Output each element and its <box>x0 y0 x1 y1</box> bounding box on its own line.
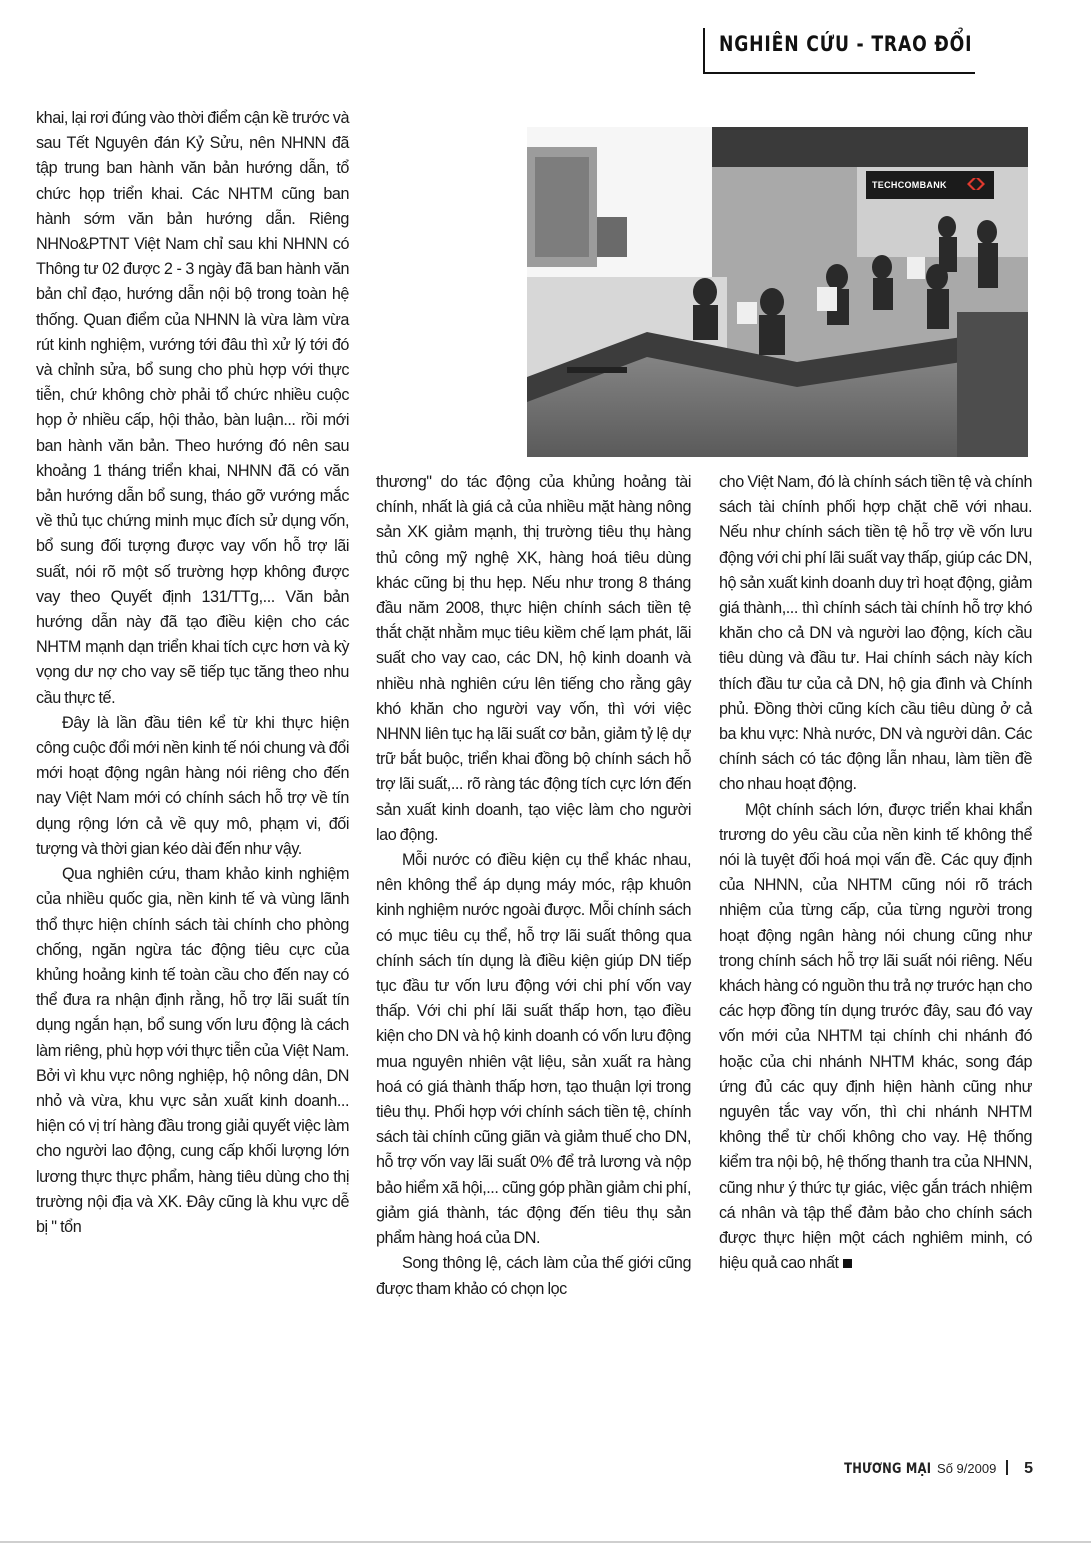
magazine-name: THƯƠNG MẠI <box>844 1461 932 1477</box>
paragraph: Đây là lần đầu tiên kể từ khi thực hiện công cuộc đổi mới nền kinh tế nói chung và đổi mới hoạt động ngân hàng nói riêng cho đến nay Việt Nam mới có chính sách hỗ trợ về tín dụng rộng lớn cả về quy mô, phạm vi, đối tượng và thời gian kéo dài đến như vậy. <box>36 713 349 858</box>
text-column-1 <box>36 106 349 1240</box>
paragraph: Qua nghiên cứu, tham khảo kinh nghiệm của nhiều quốc gia, nền kinh tế và vùng lãnh thổ thực hiện chính sách tài chính cho phòng chống, ngăn ngừa tác động tiêu cực của khủng hoảng kinh tế toàn cầu cho đến nay có thể đưa ra nhận định rằng, hỗ trợ lãi suất tín dụng ngắn hạn, bổ sung vốn lưu động là cách làm riêng, phù hợp với thực tiễn của Việt Nam. Bởi vì khu vực nông nghiệp, hộ nông dân, DN nhỏ và vừa, khu vực sản xuất kinh doanh... hiện có vị trí hàng đầu trong giải quyết việc làm cho người lao động, cung cấp khối lượng lớn lương thực thực phẩm, hàng tiêu dùng cho thị trường nội địa và XK. Đây cũng là khu vực dễ bị " tổn <box>36 865 349 1236</box>
text-column-2 <box>376 470 691 1302</box>
text-column-3 <box>719 470 1032 1277</box>
techcombank-logo-icon <box>967 177 985 191</box>
paragraph: Mỗi nước có điều kiện cụ thể khác nhau, nên không thể áp dụng máy móc, rập khuôn kinh nghiệm nước ngoài được. Mỗi chính sách có mục tiêu cụ thể, hỗ trợ lãi suất thông qua chính sách tín dụng là điều kiện giúp DN tiếp tục đầu tư vốn lưu động với chi phí vốn vay thấp. Với chi phí lãi suất thấp hơn, tạo điều kiện cho DN và hộ kinh doanh có vốn lưu động mua nguyên nhiên vật liệu, sản xuất ra hàng hoá có giá thành thấp hơn, tạo thuận lợi trong tiêu thụ. Phối hợp với chính sách tiền tệ, chính sách tài chính cũng giãn và giảm thuế cho DN, hỗ trợ vốn vay lãi suất 0% để trả lương và nộp bảo hiểm xã hội,... cũng góp phần giảm chi phí, giảm giá thành, tác động đến tiêu thụ sản phẩm hàng hoá của DN. <box>376 851 691 1248</box>
paragraph-text: Một chính sách lớn, được triển khai khẩn trương do yêu cầu của nền kinh tế không thể nói là tuyệt đối hoá mọi vấn đề. Các quy định của NHNN, của NHTM cũng nói rõ trách nhiệm của từng cấp, của từng người trong hoạt động ngân hàng nói chung cũng như trong chính sách hỗ trợ lãi suất nói riêng. Nếu khách hàng có nguồn thu trả nợ trước hạn cho các hợp đồng tín dụng trước đây, sau đó vay vốn mới của NHTM tại chính chi nhánh đó hoặc của chi nhánh NHTM khác, song đáp ứng đủ các quy định hiện hành cũng như nguyên tắc vay vốn, thì chi nhánh NHTM không thể từ chối không cho vay. Hệ thống kiểm tra nội bộ, hệ thống thanh tra của NHNN, cũng như ý thức tự giác, việc gắn trách nhiệm cá nhân và tập thể đảm bảo cho chính sách được thực hiện một cách nghiêm minh, có hiệu quả cao nhất <box>719 800 1032 1273</box>
paragraph: cho Việt Nam, đó là chính sách tiền tệ và chính sách tài chính phối hợp chặt chẽ với nhau. Nếu như chính sách tiền tệ hỗ trợ về vốn lưu động với chi phí lãi suất vay thấp, giúp các DN, hộ sản xuất kinh doanh duy trì hoạt động, giảm giá thành,... thì chính sách tài chính hỗ trợ khó khăn cho cả DN và người lao động, kích cầu tiêu dùng và đầu tư. Hai chính sách này kích thích đầu tư của cả DN, hộ gia đình và Chính phủ. Đồng thời cũng kích cầu tiêu dùng ở cả ba khu vực: Nhà nước, DN và người dân. Các chính sách có tác động lẫn nhau, làm tiền đề cho nhau hoạt động. <box>719 473 1032 794</box>
bottom-edge-rule <box>0 1541 1091 1543</box>
paragraph-final <box>719 798 1032 1277</box>
page-number: 5 <box>1024 1460 1033 1477</box>
section-header <box>703 28 975 74</box>
page-footer <box>825 1460 1033 1478</box>
paragraph: thương" do tác động của khủng hoảng tài chính, nhất là giá cả của nhiều mặt hàng nông sản XK giảm mạnh, thị trường tiêu thụ hàng thủ công mỹ nghệ XK, hàng hoá tiêu dùng khác cũng bị thu hẹp. Nếu như trong 8 tháng đầu năm 2008, thực hiện chính sách tiền tệ thắt chặt nhằm mục tiêu kiềm chế lạm phát, lãi suất cho vay cao, các DN, hộ kinh doanh và nhiều nhà nghiên cứu lên tiếng cho rằng gây khó khăn cho người vay vốn, thì với việc NHNN liên tục hạ lãi suất cơ bản, giảm tỷ lệ dự trữ bắt buộc, triển khai đồng bộ chính sách hỗ trợ lãi suất,... rõ ràng tác động tích cực lớn đến sản xuất kinh doanh, tạo việc làm cho người lao động. <box>376 473 691 844</box>
bank-interior-photo <box>527 127 1028 457</box>
end-of-article-mark <box>843 1259 852 1268</box>
paragraph: khai, lại rơi đúng vào thời điểm cận kề trước và sau Tết Nguyên đán Kỷ Sửu, nên NHNN đã tập trung ban hành văn bản hướng dẫn, tổ chức họp triển khai. Các NHTM cũng ban hành sớm văn bản hướng dẫn. Riêng NHNo&PTNT Việt Nam chỉ sau khi NHNN có Thông tư 02 được 2 - 3 ngày đã ban hành văn bản chỉ đạo, hướng dẫn nội bộ trong toàn hệ thống. Quan điểm của NHNN là vừa làm vừa rút kinh nghiệm, vướng tới đâu thì xử lý tới đó và chỉnh sửa, bổ sung cho phù hợp với thực tiễn, chứ không chờ phải tổ chức nhiều cuộc họp ở nhiều cấp, hội thảo, bàn luận... rồi mới ban hành văn bản. Theo hướng đó nên sau khoảng 1 tháng triển khai, NHNN đã có văn bản hướng dẫn bổ sung, tháo gỡ vướng mắc về thủ tục chứng minh mục đích sử dụng vốn, bổ sung đối tượng được vay vốn hỗ trợ lãi suất, nói rõ một số trường hợp không được vay theo Quyết định 131/TTg,... Văn bản hướng dẫn này đã tạo điều kiện cho các NHTM mạnh dạn triển khai tích cực hơn và kỳ vọng dư nợ cho vay sẽ tiếp tục tăng theo nhu cầu thực tế. <box>36 109 349 707</box>
footer-divider <box>1006 1460 1008 1475</box>
techcombank-sign <box>866 171 994 199</box>
paragraph: Song thông lệ, cách làm của thế giới cũng được tham khảo có chọn lọc <box>376 1254 691 1298</box>
sign-text: TECHCOMBANK <box>872 180 947 190</box>
section-title: NGHIÊN CỨU - TRAO ĐỔI <box>719 32 973 56</box>
issue-number: Số 9/2009 <box>937 1461 997 1476</box>
